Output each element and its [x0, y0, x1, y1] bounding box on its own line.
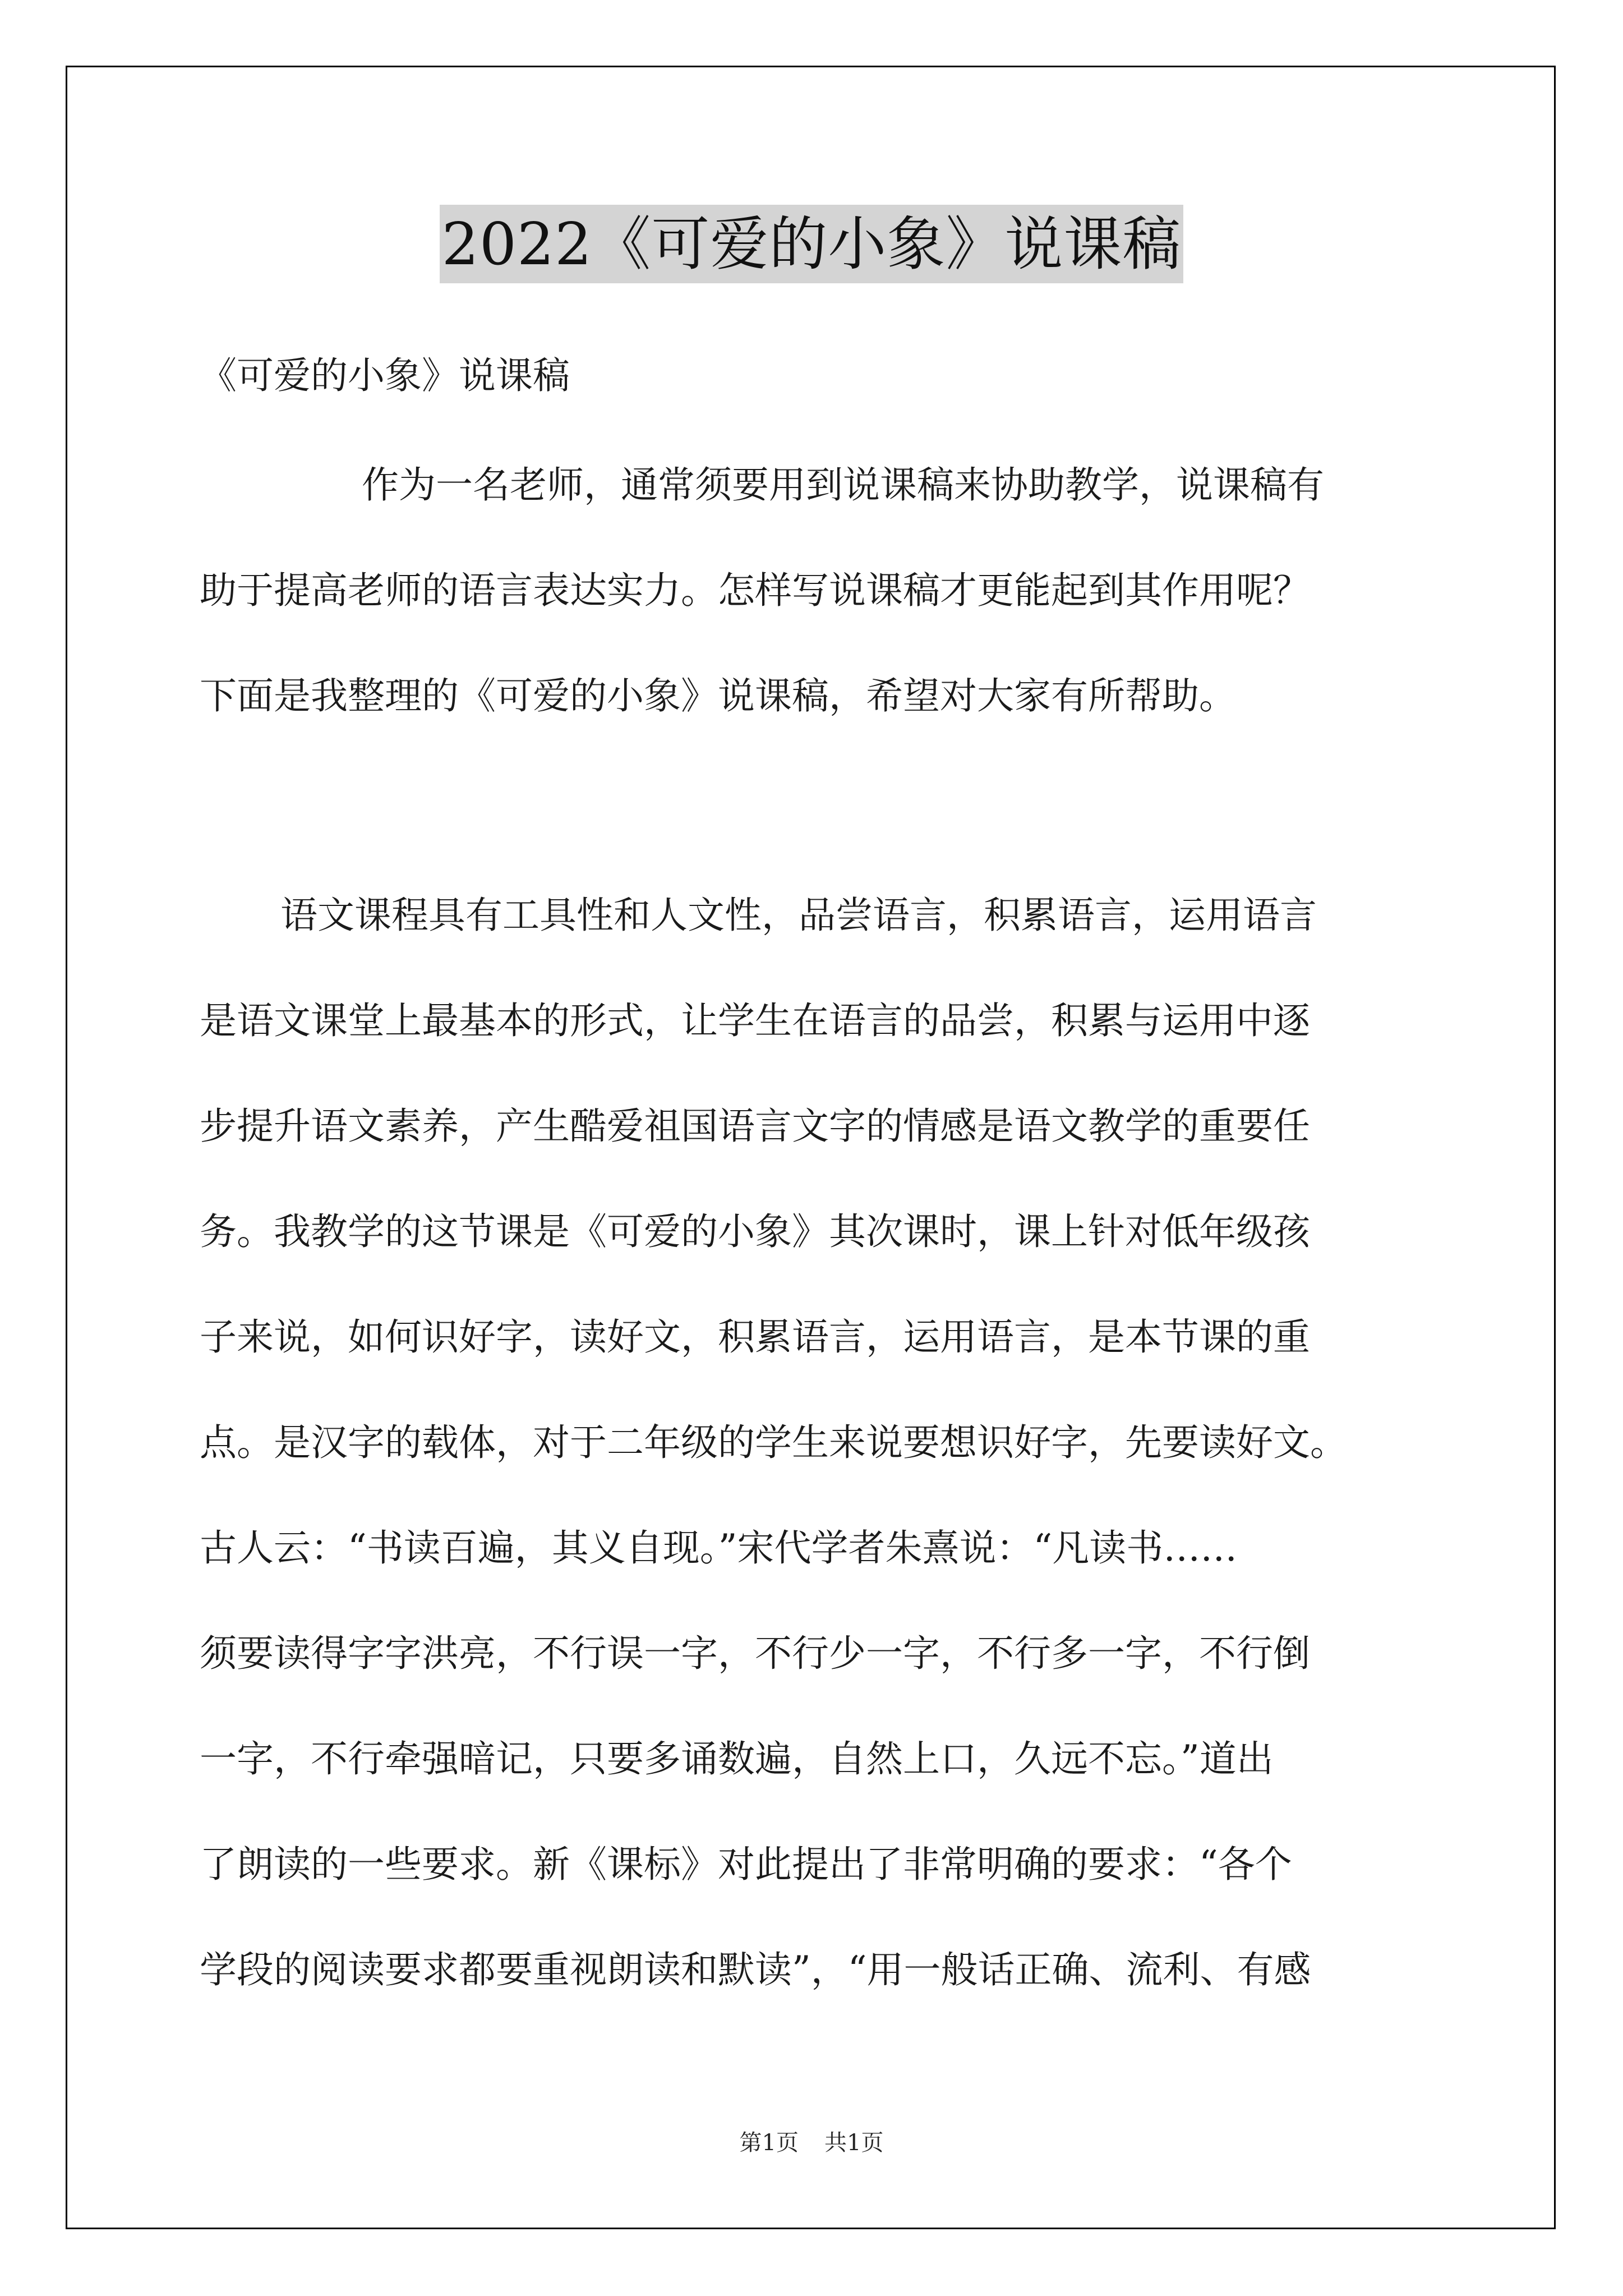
page-footer — [0, 2127, 1623, 2159]
body-line: 步提升语文素养，产生酷爱祖国语言文字的情感是语文教学的重要任 — [200, 1105, 1310, 1148]
page-number-current: 第1页 — [739, 2130, 799, 2156]
body-line: 子来说，如何识好字，读好文，积累语言，运用语言，是本节课的重 — [200, 1315, 1310, 1359]
body-line: 古人云：“书读百遍，其义自现。”宋代学者朱熹说：“凡读书…… — [200, 1526, 1238, 1570]
intro-line: 作为一名老师，通常须要用到说课稿来协助教学，说课稿有 — [362, 463, 1324, 507]
document-subtitle: 《可爱的小象》说课稿 — [200, 354, 570, 397]
body-line: 是语文课堂上最基本的形式，让学生在语言的品尝，积累与运用中逐 — [200, 999, 1310, 1042]
document-title: 2022《可爱的小象》说课稿 — [440, 205, 1184, 283]
body-line: 一字，不行牵强暗记，只要多诵数遍，自然上口，久远不忘。”道出 — [200, 1737, 1274, 1780]
body-line: 学段的阅读要求都要重视朗读和默读”，“用一般话正确、流利、有感 — [200, 1948, 1311, 1991]
title-container — [0, 205, 1623, 283]
intro-line: 下面是我整理的《可爱的小象》说课稿，希望对大家有所帮助。 — [200, 674, 1236, 717]
body-line: 了朗读的一些要求。新《课标》对此提出了非常明确的要求：“各个 — [200, 1843, 1292, 1886]
body-line: 点。是汉字的载体，对于二年级的学生来说要想识好字，先要读好文。 — [200, 1421, 1347, 1464]
intro-line: 助于提高老师的语言表达实力。怎样写说课稿才更能起到其作用呢？ — [200, 569, 1310, 612]
page-number-total: 共1页 — [824, 2130, 884, 2156]
body-line: 语文课程具有工具性和人文性，品尝语言，积累语言，运用语言 — [280, 894, 1317, 937]
body-line: 务。我教学的这节课是《可爱的小象》其次课时，课上针对低年级孩 — [200, 1210, 1310, 1253]
body-line: 须要读得字字洪亮，不行误一字，不行少一字，不行多一字，不行倒 — [200, 1632, 1310, 1675]
